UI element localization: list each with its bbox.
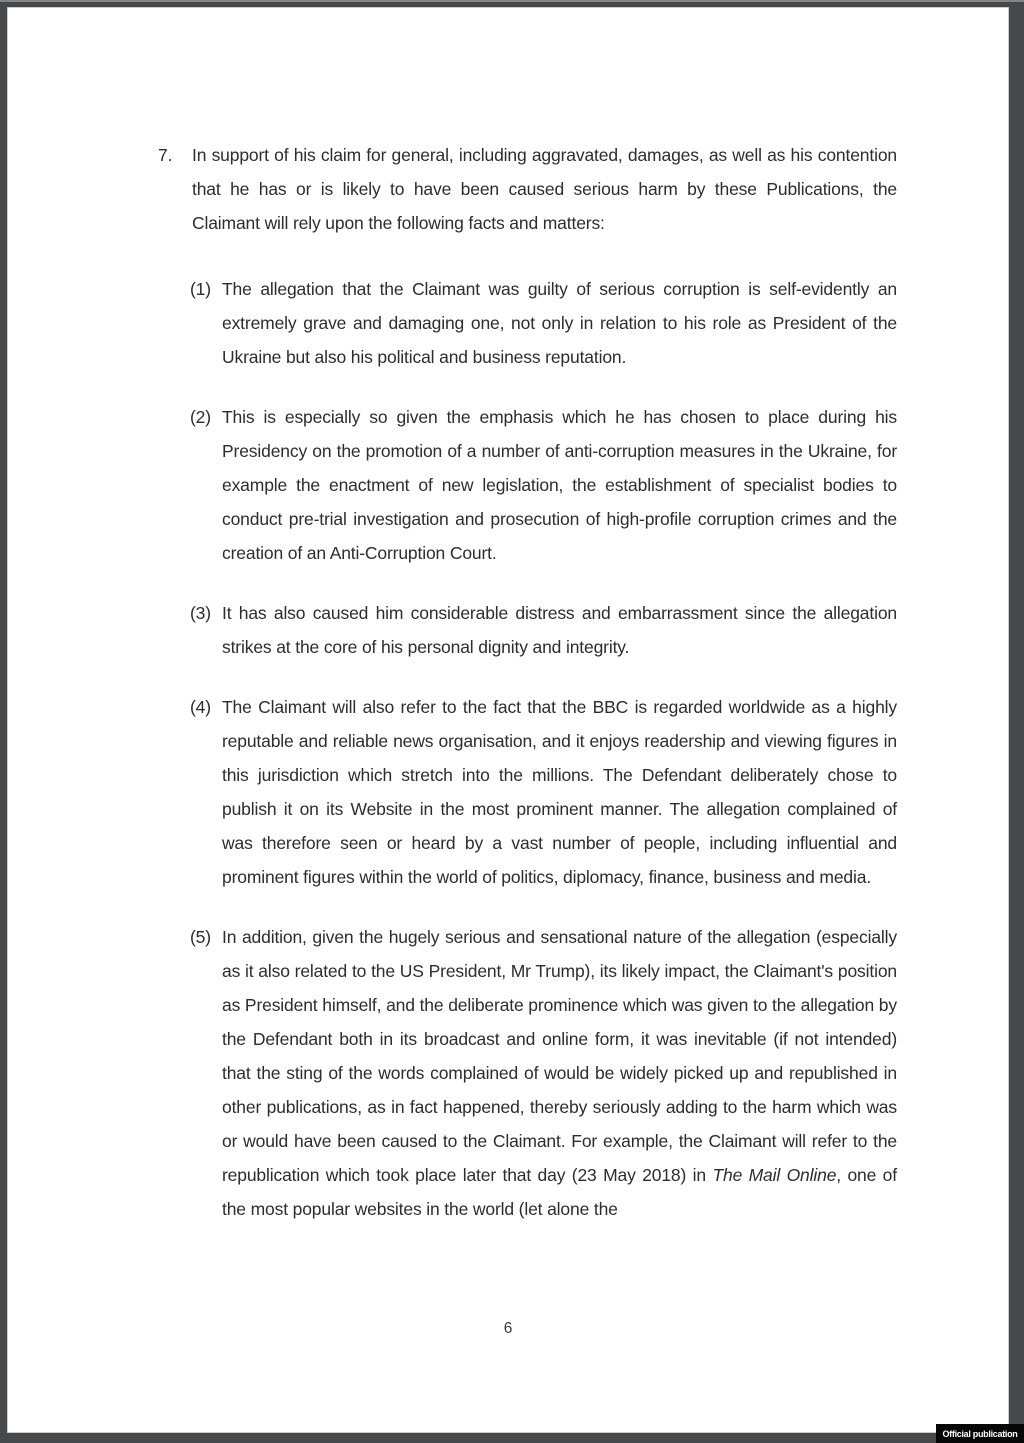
publication-title: The Mail Online	[712, 1165, 837, 1185]
subparagraph-number: (2)	[190, 407, 211, 427]
paragraph-7	[158, 138, 897, 240]
subparagraph-text: The allegation that the Claimant was guilty of serious corruption is self-evidently an extremely grave and damaging one, not only in relation to his role as President of the Ukraine but also his political and business reputation.	[222, 279, 897, 367]
subparagraph-text-segment: In addition, given the hugely serious and sensational nature of the allegation (especially as it also related to the US President, Mr Trump), its likely impact, the Claimant's position as President himself, and the deliberate prominence which was given to the allegation by the Defendant both in its broadcast and online form, it was inevitable (if not intended) that the sting of the words complained of would be widely picked up and republished in other publications, as in fact happened, thereby seriously adding to the harm which was or would have been caused to the Claimant. For example, the Claimant will refer to the republication which took place later that day (23 May 2018) in	[222, 927, 897, 1185]
subparagraph-5	[190, 920, 897, 1226]
document-body	[158, 138, 897, 1252]
subparagraph-number: (5)	[190, 927, 211, 947]
paragraph-text: In support of his claim for general, including aggravated, damages, as well as his contention that he has or is likely to have been caused serious harm by these Publications, the Claimant will rely upon the following facts and matters:	[192, 145, 897, 233]
subparagraph-2	[190, 400, 897, 570]
subparagraph-text: It has also caused him considerable distress and embarrassment since the allegation strikes at the core of his personal dignity and integrity.	[222, 603, 897, 657]
subparagraph-text-segment: , one of the most popular websites in the world (let alone the	[222, 1165, 897, 1219]
subparagraph-text	[222, 920, 897, 1226]
subparagraph-text: The Claimant will also refer to the fact that the BBC is regarded worldwide as a highly reputable and reliable news organisation, and it enjoys readership and viewing figures in this jurisdiction which stretch into the millions. The Defendant deliberately chose to publish it on its Website in the most prominent manner. The allegation complained of was therefore seen or heard by a vast number of people, including influential and prominent figures within the world of politics, diplomacy, finance, business and media.	[222, 697, 897, 887]
subparagraph-number: (4)	[190, 697, 211, 717]
official-publication-badge: Official publication	[936, 1424, 1024, 1443]
subparagraph-4	[190, 690, 897, 894]
subparagraph-3	[190, 596, 897, 664]
page-number: 6	[503, 1320, 513, 1337]
paragraph-number: 7.	[158, 145, 173, 165]
subparagraph-number: (3)	[190, 603, 211, 623]
document-page	[8, 8, 1008, 1432]
subparagraph-1	[190, 272, 897, 374]
subparagraph-text: This is especially so given the emphasis which he has chosen to place during his Presidency on the promotion of a number of anti-corruption measures in the Ukraine, for example the enactment of new legislation, the establishment of specialist bodies to conduct pre-trial investigation and prosecution of high-profile corruption crimes and the creation of an Anti-Corruption Court.	[222, 407, 897, 563]
subparagraph-list	[190, 272, 897, 1226]
subparagraph-number: (1)	[190, 279, 211, 299]
